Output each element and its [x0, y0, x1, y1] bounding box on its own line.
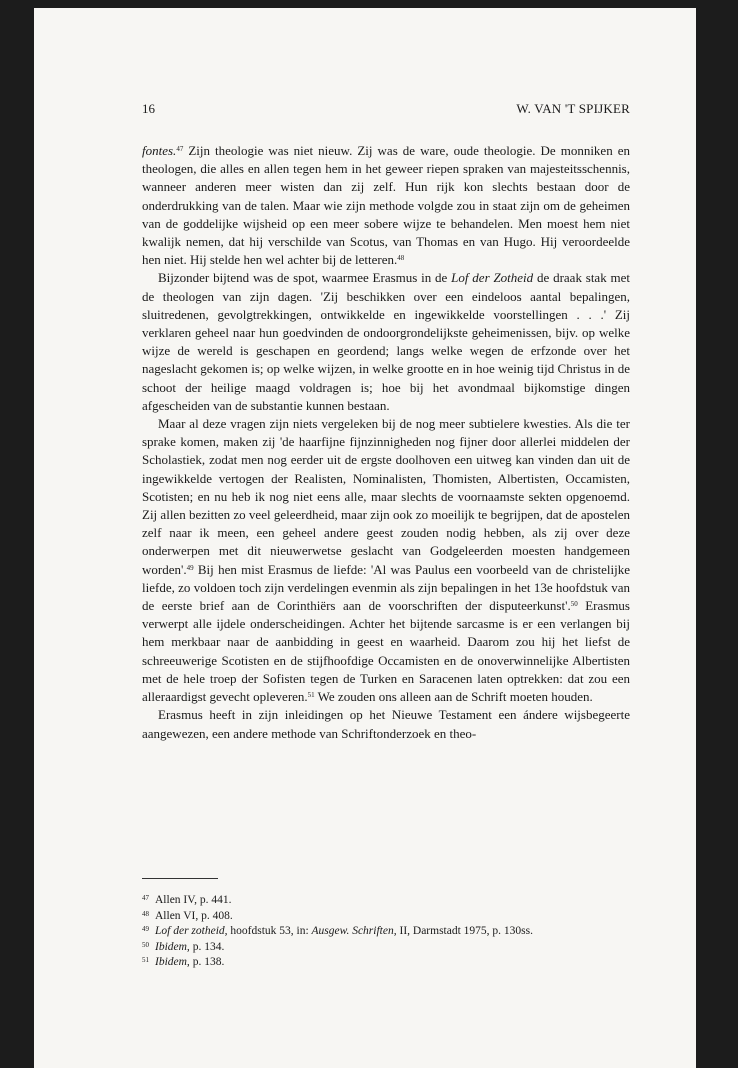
footnote-number: 50 — [142, 940, 149, 949]
page-number: 16 — [142, 101, 155, 116]
text-run: Bijzonder bijtend was de spot, waarmee Erasmus in de — [158, 270, 452, 286]
paragraph — [142, 415, 630, 706]
footnote-number: 49 — [142, 925, 149, 933]
footnote-ref: 50 — [570, 600, 578, 609]
text-run: p. 138. — [189, 956, 225, 968]
footnote — [142, 908, 630, 924]
italic-text: Ibidem, — [155, 956, 190, 968]
footnote-ref: 48 — [397, 254, 405, 263]
italic-text: Ausgew. Schriften, — [311, 925, 397, 937]
text-run: de draak stak met de theologen van zijn dagen. 'Zij beschikken over een eindeloos aantal bepalingen, sluitredenen, gevolgtrekkingen, ontwikkelde en ingewikkelde voorstellingen . . .' Zij verklaren geheel naar hun goedvinden de ondoorgrondelijkste geheimenissen, bijv. op welke wijze de wereld is geschapen en geordend; langs welke wegen de erfzonde over het nageslacht gekomen is; op welke wijzen, in welke grootte en in hoe weinig tijd Christus in de schoot der heilige maagd voldragen is; hoe bij het avondmaal bijkomstige dingen afgescheiden van de substantie kunnen bestaan. — [142, 270, 631, 413]
footnote — [142, 923, 630, 939]
italic-text: fontes. — [142, 143, 177, 158]
footnote-ref: 47 — [176, 145, 184, 153]
footnote — [142, 892, 630, 908]
text-run: hoofdstuk 53, in: — [227, 925, 312, 937]
book-page — [34, 8, 696, 1068]
footnote-number: 48 — [142, 909, 149, 918]
text-run: Maar al deze vragen zijn niets vergeleken bij de nog meer subtielere kwesties. Als die ter sprake komen, maken zij 'de haarfijne fijnzinnigheden nog fijner door allerlei middelen der Scholastiek, zodat men nog eerder uit de ergste doolhoven een uitweg kan vinden dan uit de ingewikkelde vertogen der Realisten, Nominalisten, Thomisten, Albertisten, Occamisten, Scotisten; en nu heb ik nog niet eens alle, maar slechts de voornaamste sekten opgenoemd. Zij allen bezitten zo veel geleerdheid, maar zijn ook zo moeilijk te begrijpen, dat de apostelen zelf naar ik meen, een geheel andere geest zouden nodig hebben, als zij over deze onderwerpen met dit nieuwerwetse geslacht van Godgeleerden moesten handgemeen worden'. — [142, 416, 630, 577]
text-run: Bij hen mist Erasmus de liefde: 'Al was Paulus een voorbeeld van de christelijke liefde, zo voldoen toch zijn verdelingen evenmin als zijn bepalingen in het 13e hoofdstuk van de eerste brief aan de Corinthiërs aan de voorschriften der disputeerkunst'. — [142, 561, 630, 614]
italic-text: Ibidem, — [155, 940, 190, 953]
footnote — [142, 939, 630, 955]
text-run: p. 134. — [189, 940, 225, 953]
paragraph — [142, 269, 630, 415]
text-run: Erasmus heeft in zijn inleidingen op het Nieuwe Testament een ándere wijsbegeerte aangewezen, een andere methode van Schriftonderzoek en theo- — [142, 707, 630, 741]
footnote-ref: 51 — [307, 691, 315, 700]
paragraph — [142, 142, 630, 269]
text-run: Allen IV, p. 441. — [155, 894, 232, 906]
footnote-separator — [142, 878, 218, 879]
footnote-number: 51 — [142, 956, 149, 964]
text-run: Allen VI, p. 408. — [155, 909, 233, 922]
text-run: II, Darmstadt 1975, p. 130ss. — [396, 925, 533, 937]
italic-text: Lof der Zotheid — [451, 270, 534, 286]
text-run: Erasmus verwerpt alle ijdele onderscheidingen. Achter het bijtende sarcasme is er een verlangen bij hem merkbaar naar de aanbidding in geest en waarheid. Daarom zou hij het liefst de schreeuwerige Scotisten en de stijfhoofdige Occamisten en de onoverwinnelijke Albertisten met de hele troep der Sofisten tegen de Turken en Saracenen laten optrekken: dat zou een alleraardigst gevecht opleveren. — [142, 598, 630, 705]
footnote — [142, 954, 630, 970]
text-run: Zijn theologie was niet nieuw. Zij was de ware, oude theologie. De monniken en theologen, die alles en allen tegen hem in het geweer riepen spraken van majesteitsschennis, wanneer anderen meer wisten dan zij zelf. Hun rijk kon slechts bestaan door de onderdrukking van de talen. Maar wie zijn methode volgde zou in staat zijn om de geheimen van de goddelijke wijsheid op een meer sobere wijze te behandelen. Men moest hem niet kwalijk nemen, dat hij verschilde van Scotus, van Thomas en van Hugo. Hij veroordeelde hen niet. Hij stelde hen wel achter bij de letteren. — [142, 143, 630, 268]
footnotes — [142, 892, 630, 970]
footnote-ref: 49 — [186, 563, 194, 572]
footnote-number: 47 — [142, 894, 149, 902]
text-run: We zouden ons alleen aan de Schrift moeten houden. — [314, 689, 593, 705]
paragraph — [142, 706, 630, 742]
italic-text: Lof der zotheid, — [155, 925, 228, 937]
body-text — [142, 142, 630, 743]
running-head-author: W. VAN 'T SPIJKER — [516, 101, 630, 116]
